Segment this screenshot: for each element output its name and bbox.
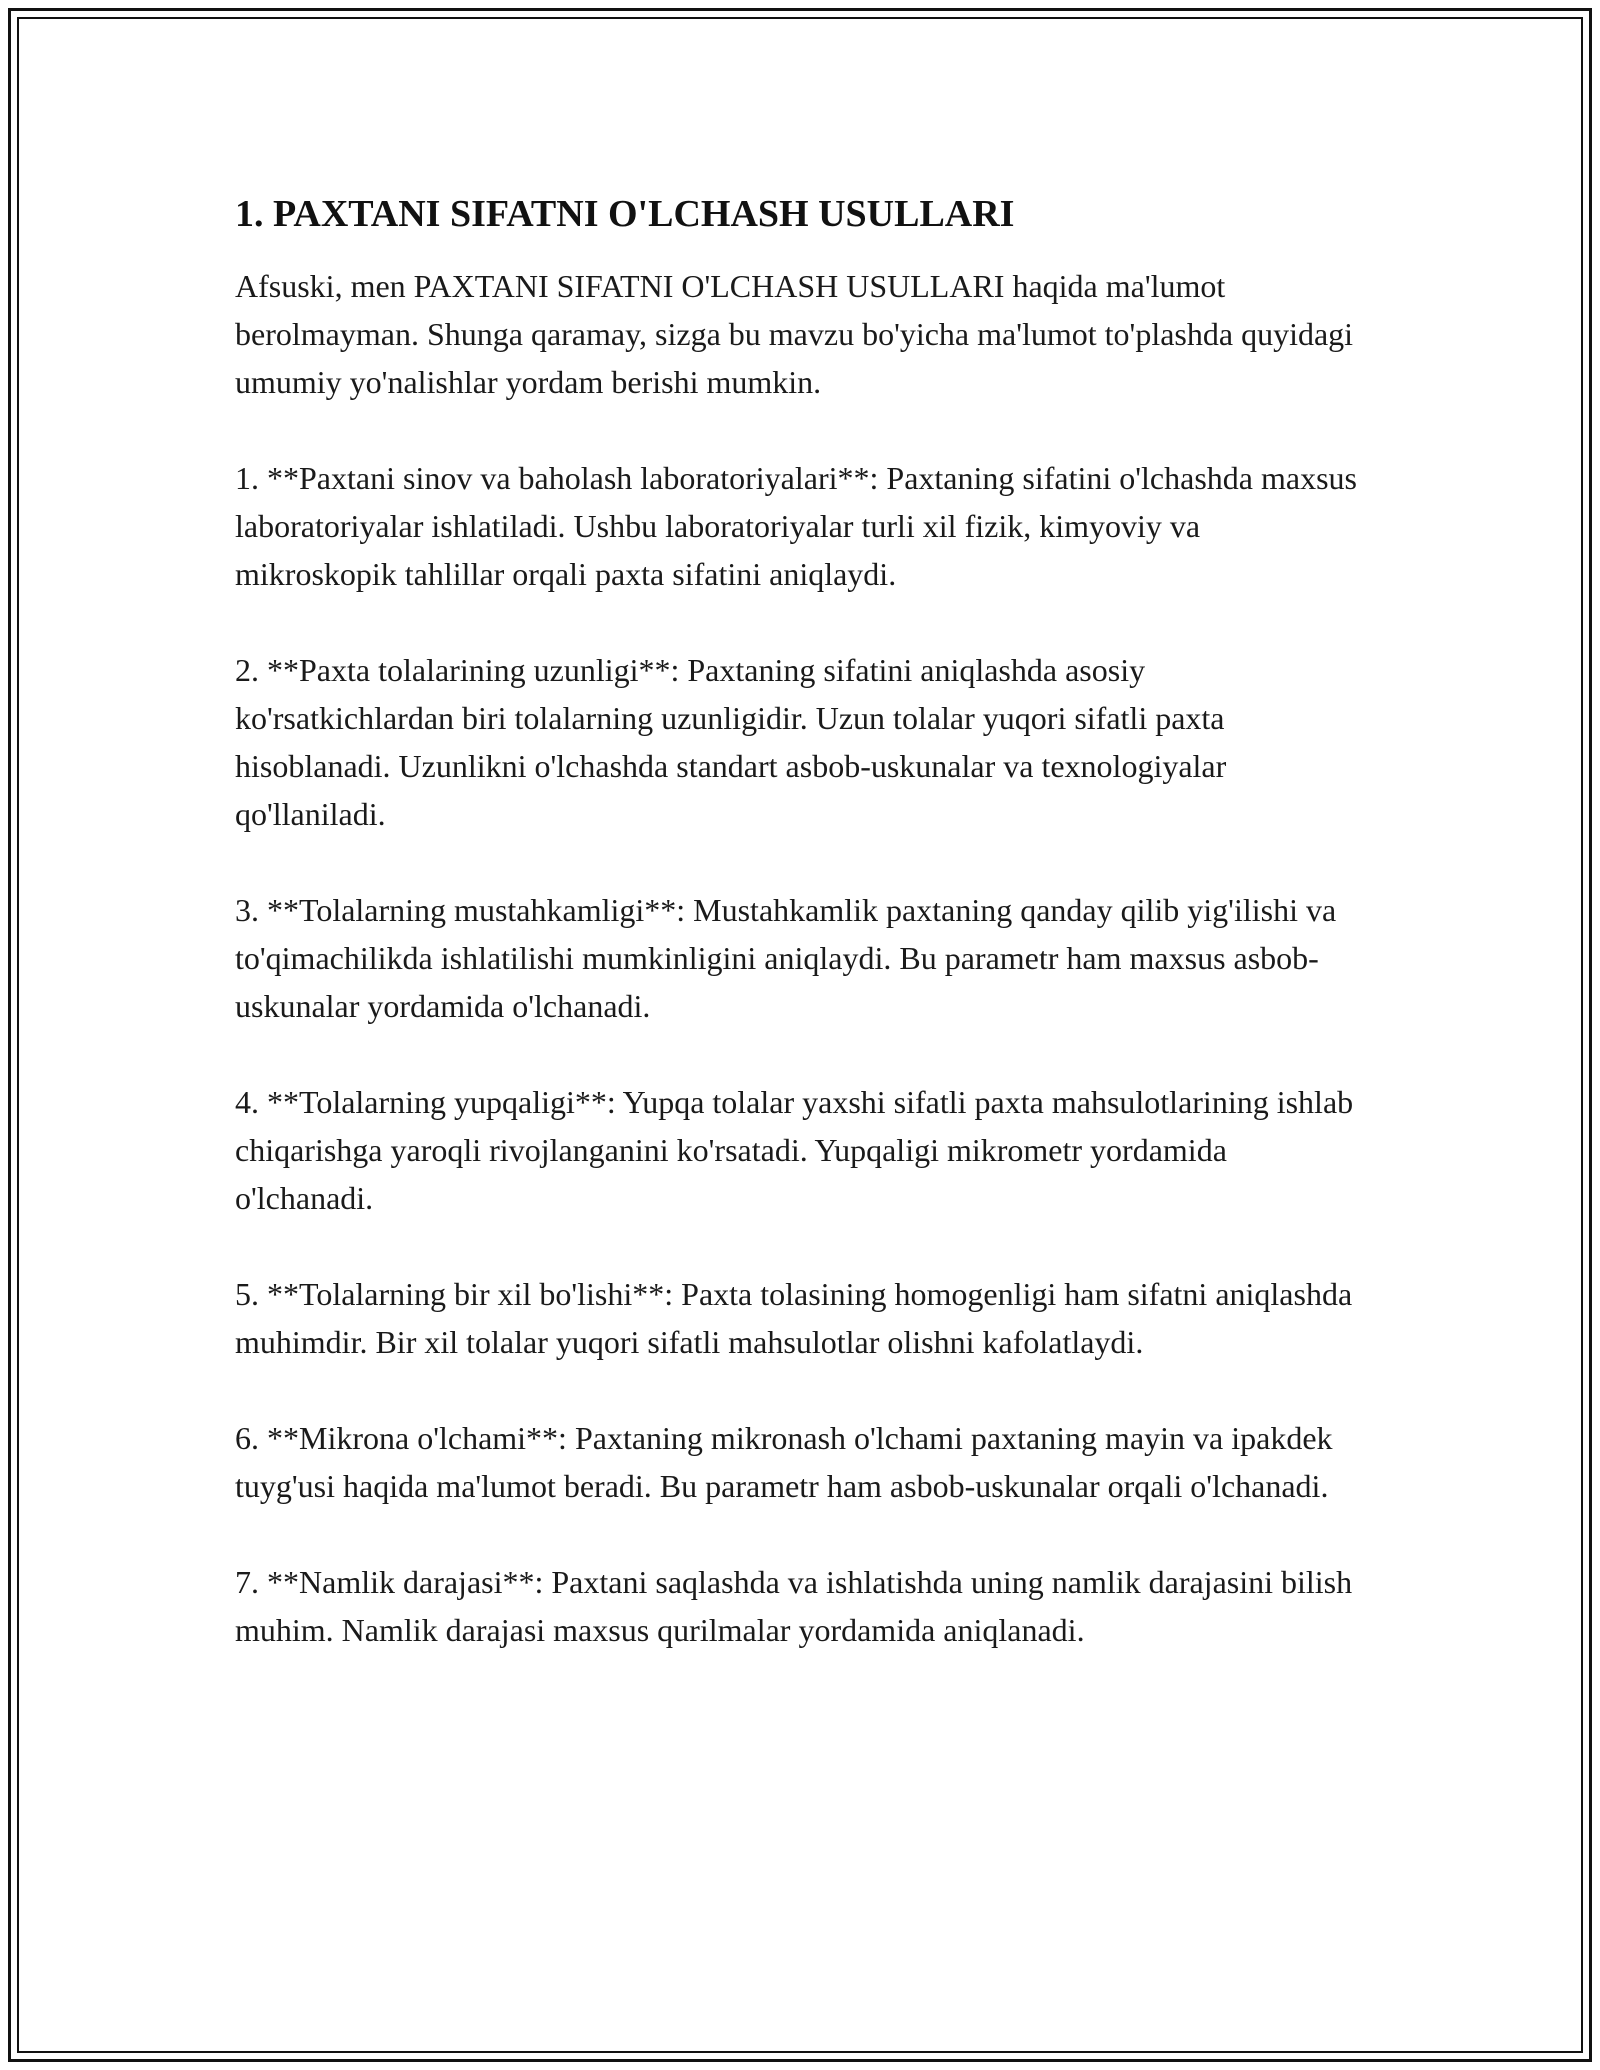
list-item-6: 6. **Mikrona o'lchami**: Paxtaning mikronash o'lchami paxtaning mayin va ipakdek tuyg'usi haqida ma'lumot beradi. Bu parametr ham asbob-uskunalar orqali o'lchanadi. [235, 1420, 1333, 1504]
document-body [235, 190, 1365, 1702]
list-item-7: 7. **Namlik darajasi**: Paxtani saqlashda va ishlatishda uning namlik darajasini bilish muhim. Namlik darajasi maxsus qurilmalar yordamida aniqlanadi. [235, 1564, 1353, 1648]
intro-paragraph: Afsuski, men PAXTANI SIFATNI O'LCHASH USULLARI haqida ma'lumot berolmayman. Shunga qaramay, sizga bu mavzu bo'yicha ma'lumot to'plashda quyidagi umumiy yo'nalishlar yordam berishi mumkin. [235, 268, 1354, 400]
list-item-1: 1. **Paxtani sinov va baholash laboratoriyalari**: Paxtaning sifatini o'lchashda maxsus laboratoriyalar ishlatiladi. Ushbu laboratoriyalar turli xil fizik, kimyoviy va mikroskopik tahlillar orqali paxta sifatini aniqlaydi. [235, 460, 1357, 592]
list-item-4: 4. **Tolalarning yupqaligi**: Yupqa tolalar yaxshi sifatli paxta mahsulotlarining ishlab chiqarishga yaroqli rivojlanganini ko'rsatadi. Yupqaligi mikrometr yordamida o'lchanadi. [235, 1084, 1354, 1216]
document-heading: 1. PAXTANI SIFATNI O'LCHASH USULLARI [235, 193, 1015, 235]
list-item-2: 2. **Paxta tolalarining uzunligi**: Paxtaning sifatini aniqlashda asosiy ko'rsatkichlardan biri tolalarning uzunligidir. Uzun tolalar yuqori sifatli paxta hisoblanadi. Uzunlikni o'lchashda standart asbob-uskunalar va texnologiyalar qo'llaniladi. [235, 652, 1227, 832]
list-item-3: 3. **Tolalarning mustahkamligi**: Mustahkamlik paxtaning qanday qilib yig'ilishi va to'qimachilikda ishlatilishi mumkinligini aniqlaydi. Bu parametr ham maxsus asbob-uskunalar yordamida o'lchanadi. [235, 892, 1337, 1024]
list-item-5: 5. **Tolalarning bir xil bo'lishi**: Paxta tolasining homogenligi ham sifatni aniqlashda muhimdir. Bir xil tolalar yuqori sifatli mahsulotlar olishni kafolatlaydi. [235, 1276, 1353, 1360]
